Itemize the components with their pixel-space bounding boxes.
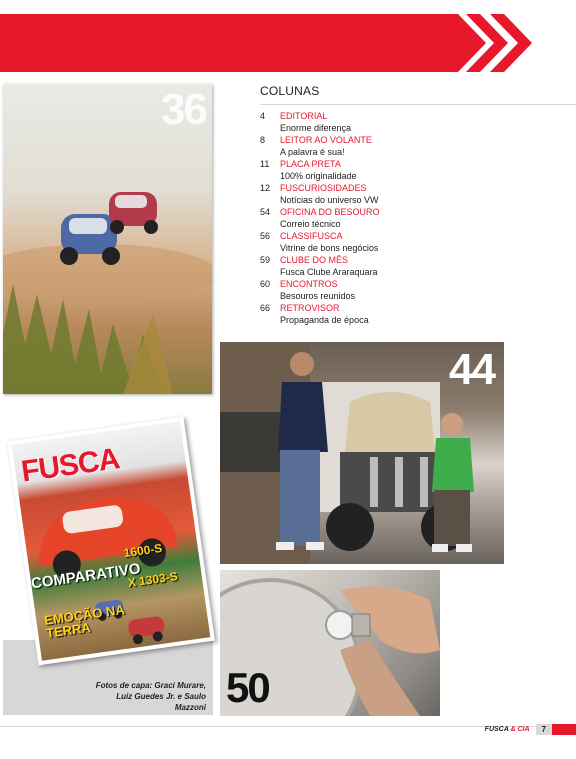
- column-entry[interactable]: [260, 206, 576, 230]
- footer-brand-main: FUSCA: [484, 726, 509, 733]
- header-banner: [0, 14, 576, 72]
- feature-photo-race[interactable]: [3, 84, 212, 394]
- feature-page-number: 44: [449, 345, 494, 394]
- column-page-number: 11: [260, 159, 270, 169]
- column-entry[interactable]: [260, 230, 576, 254]
- column-page-number: 12: [260, 183, 271, 193]
- column-page-number: 8: [260, 135, 266, 145]
- cover-headline: COMPARATIVO: [30, 560, 142, 593]
- column-section-title: EDITORIAL: [280, 111, 328, 121]
- feature-page-number: 50: [226, 664, 269, 711]
- columns-index: [260, 84, 576, 326]
- column-subtitle: A palavra é sua!: [280, 147, 345, 157]
- footer-brand-amp: & CIA: [510, 726, 530, 733]
- cover-versus-2: X 1303-S: [127, 569, 179, 590]
- column-subtitle: 100% originalidade: [280, 171, 357, 181]
- column-entry[interactable]: [260, 302, 576, 326]
- column-page-number: 56: [260, 231, 271, 241]
- column-section-title: FUSCURIOSIDADES: [280, 183, 367, 193]
- column-section-title: CLASSIFUSCA: [280, 231, 343, 241]
- column-subtitle: Besouros reunidos: [280, 291, 356, 301]
- column-subtitle: Enorme diferença: [280, 123, 352, 133]
- magazine-cover[interactable]: [7, 417, 215, 666]
- footer-brand: [479, 726, 536, 733]
- column-page-number: 66: [260, 303, 271, 313]
- cover-subheadline: EMOÇÃO NA TERRA: [43, 601, 126, 641]
- column-entry[interactable]: [260, 158, 576, 182]
- columns-title: COLUNAS: [260, 84, 576, 105]
- column-section-title: CLUBE DO MÊS: [280, 255, 349, 265]
- column-section-title: PLACA PRETA: [280, 159, 341, 169]
- page-number: 7: [536, 724, 552, 735]
- column-subtitle: Correio técnico: [280, 219, 341, 229]
- column-entry[interactable]: [260, 110, 576, 134]
- cover-versus-1: 1600-S: [122, 541, 164, 561]
- chevron-arrows-icon: [0, 14, 576, 72]
- column-page-number: 4: [260, 111, 266, 121]
- column-subtitle: Fusca Clube Araraquara: [280, 267, 378, 277]
- column-entry[interactable]: [260, 134, 576, 158]
- page-footer: [479, 724, 576, 735]
- column-page-number: 59: [260, 255, 271, 265]
- column-page-number: 60: [260, 279, 271, 289]
- column-section-title: RETROVISOR: [280, 303, 340, 313]
- column-section-title: ENCONTROS: [280, 279, 338, 289]
- feature-photo-buggy[interactable]: [220, 342, 504, 564]
- column-entry[interactable]: [260, 182, 576, 206]
- column-section-title: LEITOR AO VOLANTE: [280, 135, 372, 145]
- column-section-title: OFICINA DO BESOURO: [280, 207, 380, 217]
- feature-page-number: 36: [161, 85, 206, 134]
- column-page-number: 54: [260, 207, 271, 217]
- column-subtitle: Propaganda de época: [280, 315, 369, 325]
- column-subtitle: Vitrine de bons negócios: [280, 243, 379, 253]
- column-entry[interactable]: [260, 254, 576, 278]
- column-entry[interactable]: [260, 278, 576, 302]
- credit-line-2: Luiz Guedes Jr. e Saulo Mazzoni: [116, 691, 206, 712]
- column-subtitle: Notícias do universo VW: [280, 195, 379, 205]
- cover-logo: FUSCA: [19, 442, 122, 489]
- cover-photo-credit: [88, 681, 206, 713]
- footer-red-bar: [552, 724, 576, 735]
- credit-line-1: Fotos de capa: Graci Murare,: [95, 681, 206, 690]
